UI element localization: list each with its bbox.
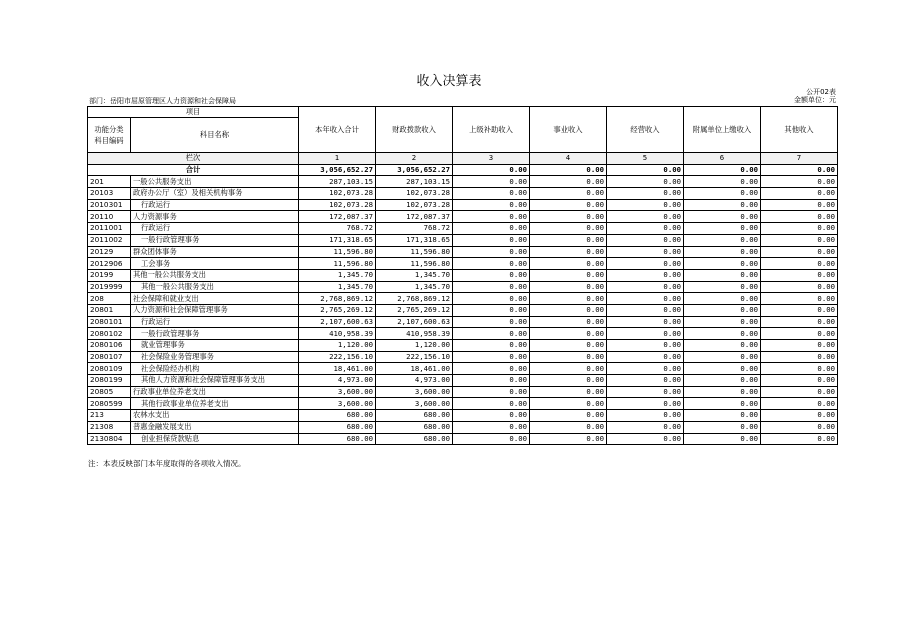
row-value: 1,120.00 xyxy=(376,340,453,352)
row-name: 就业管理事务 xyxy=(131,340,299,352)
row-value: 0.00 xyxy=(684,421,761,433)
row-value: 11,596.80 xyxy=(299,258,376,270)
row-name: 其他一般公共服务支出 xyxy=(131,281,299,293)
row-value: 0.00 xyxy=(530,328,607,340)
row-value: 0.00 xyxy=(530,258,607,270)
row-value: 4,973.00 xyxy=(299,375,376,387)
table-row xyxy=(88,188,838,200)
row-value: 18,461.00 xyxy=(376,363,453,375)
header-col-3: 上级补助收入 xyxy=(453,107,530,153)
row-value: 0.00 xyxy=(453,398,530,410)
total-value: 0.00 xyxy=(453,164,530,176)
row-value: 0.00 xyxy=(453,340,530,352)
row-name: 一般行政管理事务 xyxy=(131,234,299,246)
row-value: 0.00 xyxy=(607,375,684,387)
table-row xyxy=(88,386,838,398)
row-value: 102,073.28 xyxy=(376,188,453,200)
row-value: 0.00 xyxy=(761,223,838,235)
row-value: 0.00 xyxy=(530,281,607,293)
row-value: 0.00 xyxy=(453,281,530,293)
row-value: 768.72 xyxy=(376,223,453,235)
row-value: 0.00 xyxy=(607,188,684,200)
row-code: 201 xyxy=(88,176,131,188)
row-value: 0.00 xyxy=(607,293,684,305)
table-row xyxy=(88,199,838,211)
row-code: 2080599 xyxy=(88,398,131,410)
row-value: 0.00 xyxy=(530,363,607,375)
row-code: 20129 xyxy=(88,246,131,258)
header-code-line1: 功能分类 xyxy=(94,125,124,134)
row-value: 680.00 xyxy=(299,421,376,433)
row-value: 0.00 xyxy=(761,246,838,258)
row-value: 0.00 xyxy=(684,328,761,340)
row-name: 社会保险经办机构 xyxy=(131,363,299,375)
row-code: 20103 xyxy=(88,188,131,200)
row-code: 2010301 xyxy=(88,199,131,211)
row-value: 0.00 xyxy=(761,281,838,293)
table-row xyxy=(88,281,838,293)
row-name: 农林水支出 xyxy=(131,410,299,422)
column-number: 3 xyxy=(453,153,530,165)
row-value: 0.00 xyxy=(607,351,684,363)
table-row xyxy=(88,269,838,281)
row-value: 0.00 xyxy=(453,211,530,223)
row-value: 0.00 xyxy=(684,211,761,223)
row-value: 0.00 xyxy=(607,316,684,328)
table-header xyxy=(88,107,838,176)
header-code-line2: 科目编码 xyxy=(94,136,124,145)
row-code: 2011002 xyxy=(88,234,131,246)
table-row xyxy=(88,293,838,305)
total-value: 3,056,652.27 xyxy=(299,164,376,176)
row-code: 21308 xyxy=(88,421,131,433)
row-value: 680.00 xyxy=(299,410,376,422)
row-value: 0.00 xyxy=(453,199,530,211)
row-value: 0.00 xyxy=(607,199,684,211)
row-value: 11,596.80 xyxy=(376,246,453,258)
row-value: 0.00 xyxy=(530,410,607,422)
row-value: 18,461.00 xyxy=(299,363,376,375)
row-name: 一般行政管理事务 xyxy=(131,328,299,340)
page-title: 收入决算表 xyxy=(416,74,482,89)
row-value: 0.00 xyxy=(684,375,761,387)
row-value: 0.00 xyxy=(607,363,684,375)
row-value: 680.00 xyxy=(376,421,453,433)
row-value: 2,765,269.12 xyxy=(376,304,453,316)
row-value: 3,600.00 xyxy=(376,386,453,398)
row-value: 171,318.65 xyxy=(376,234,453,246)
column-number: 1 xyxy=(299,153,376,165)
total-row xyxy=(88,164,838,176)
row-value: 0.00 xyxy=(607,328,684,340)
row-value: 0.00 xyxy=(761,258,838,270)
column-number: 7 xyxy=(761,153,838,165)
row-value: 0.00 xyxy=(607,258,684,270)
row-code: 2080107 xyxy=(88,351,131,363)
row-value: 0.00 xyxy=(607,304,684,316)
row-value: 0.00 xyxy=(530,176,607,188)
department-label: 部门：岳阳市屈原管理区人力资源和社会保障局 xyxy=(89,97,236,105)
row-code: 2080199 xyxy=(88,375,131,387)
row-value: 0.00 xyxy=(607,234,684,246)
row-value: 2,107,600.63 xyxy=(299,316,376,328)
row-value: 0.00 xyxy=(453,176,530,188)
row-value: 1,345.70 xyxy=(376,281,453,293)
row-value: 2,107,600.63 xyxy=(376,316,453,328)
row-value: 0.00 xyxy=(684,188,761,200)
row-value: 0.00 xyxy=(530,269,607,281)
row-code: 2080106 xyxy=(88,340,131,352)
row-value: 0.00 xyxy=(607,421,684,433)
column-number-row xyxy=(88,153,838,165)
header-code xyxy=(88,118,131,153)
row-value: 0.00 xyxy=(530,375,607,387)
total-value: 0.00 xyxy=(607,164,684,176)
row-value: 222,156.10 xyxy=(299,351,376,363)
row-code: 2012906 xyxy=(88,258,131,270)
row-value: 0.00 xyxy=(607,386,684,398)
row-value: 0.00 xyxy=(530,421,607,433)
row-name: 创业担保贷款贴息 xyxy=(131,433,299,445)
row-value: 0.00 xyxy=(684,304,761,316)
column-number: 6 xyxy=(684,153,761,165)
row-value: 0.00 xyxy=(761,211,838,223)
row-value: 0.00 xyxy=(761,410,838,422)
row-value: 0.00 xyxy=(530,246,607,258)
row-value: 0.00 xyxy=(453,246,530,258)
row-value: 0.00 xyxy=(684,433,761,445)
row-value: 0.00 xyxy=(530,386,607,398)
column-number: 4 xyxy=(530,153,607,165)
row-name: 行政运行 xyxy=(131,199,299,211)
column-number-label: 栏次 xyxy=(88,153,299,165)
row-code: 2080102 xyxy=(88,328,131,340)
row-code: 20110 xyxy=(88,211,131,223)
row-code: 2011001 xyxy=(88,223,131,235)
row-value: 0.00 xyxy=(684,386,761,398)
row-value: 0.00 xyxy=(684,199,761,211)
row-name: 其他人力资源和社会保障管理事务支出 xyxy=(131,375,299,387)
table-row xyxy=(88,246,838,258)
total-label: 合计 xyxy=(88,164,299,176)
row-name: 行政事业单位养老支出 xyxy=(131,386,299,398)
row-value: 0.00 xyxy=(453,328,530,340)
row-value: 3,600.00 xyxy=(299,386,376,398)
table-row xyxy=(88,433,838,445)
row-code: 20199 xyxy=(88,269,131,281)
row-value: 0.00 xyxy=(453,304,530,316)
row-value: 0.00 xyxy=(453,188,530,200)
row-value: 0.00 xyxy=(607,223,684,235)
row-value: 0.00 xyxy=(530,340,607,352)
table-row xyxy=(88,375,838,387)
row-value: 0.00 xyxy=(761,304,838,316)
row-value: 0.00 xyxy=(761,176,838,188)
row-value: 410,958.39 xyxy=(299,328,376,340)
row-value: 1,345.70 xyxy=(299,269,376,281)
row-value: 0.00 xyxy=(453,386,530,398)
row-value: 0.00 xyxy=(453,269,530,281)
row-name: 社会保障和就业支出 xyxy=(131,293,299,305)
row-value: 1,345.70 xyxy=(376,269,453,281)
row-value: 287,103.15 xyxy=(376,176,453,188)
row-value: 102,073.28 xyxy=(299,188,376,200)
row-name: 政府办公厅（室）及相关机构事务 xyxy=(131,188,299,200)
row-value: 11,596.80 xyxy=(376,258,453,270)
row-code: 2019999 xyxy=(88,281,131,293)
row-value: 680.00 xyxy=(376,410,453,422)
row-value: 0.00 xyxy=(530,223,607,235)
table-row xyxy=(88,258,838,270)
row-name: 工会事务 xyxy=(131,258,299,270)
row-name: 行政运行 xyxy=(131,316,299,328)
row-value: 11,596.80 xyxy=(299,246,376,258)
row-value: 0.00 xyxy=(453,433,530,445)
row-value: 0.00 xyxy=(684,351,761,363)
row-value: 3,600.00 xyxy=(299,398,376,410)
table-row xyxy=(88,234,838,246)
table-row xyxy=(88,421,838,433)
total-value: 0.00 xyxy=(761,164,838,176)
table-row xyxy=(88,340,838,352)
row-value: 0.00 xyxy=(453,316,530,328)
row-name: 其他行政事业单位养老支出 xyxy=(131,398,299,410)
row-value: 680.00 xyxy=(299,433,376,445)
row-value: 0.00 xyxy=(607,246,684,258)
row-value: 0.00 xyxy=(684,246,761,258)
header-col-2: 财政拨款收入 xyxy=(376,107,453,153)
row-value: 0.00 xyxy=(761,375,838,387)
row-value: 0.00 xyxy=(453,258,530,270)
table-row xyxy=(88,363,838,375)
total-value: 0.00 xyxy=(684,164,761,176)
table-row xyxy=(88,316,838,328)
row-value: 0.00 xyxy=(684,269,761,281)
header-col-5: 经营收入 xyxy=(607,107,684,153)
row-code: 208 xyxy=(88,293,131,305)
row-value: 680.00 xyxy=(376,433,453,445)
table-row xyxy=(88,176,838,188)
row-value: 0.00 xyxy=(607,340,684,352)
row-value: 768.72 xyxy=(299,223,376,235)
row-value: 222,156.10 xyxy=(376,351,453,363)
row-name: 一般公共服务支出 xyxy=(131,176,299,188)
row-value: 0.00 xyxy=(530,211,607,223)
row-name: 人力资源和社会保障管理事务 xyxy=(131,304,299,316)
header-item: 项目 xyxy=(88,107,299,118)
row-code: 20805 xyxy=(88,386,131,398)
row-value: 0.00 xyxy=(761,269,838,281)
row-value: 172,087.37 xyxy=(299,211,376,223)
row-value: 3,600.00 xyxy=(376,398,453,410)
header-name: 科目名称 xyxy=(131,118,299,153)
total-value: 0.00 xyxy=(530,164,607,176)
table-body xyxy=(88,176,838,445)
form-number: 公开02表 xyxy=(806,88,836,96)
row-value: 102,073.28 xyxy=(299,199,376,211)
row-value: 0.00 xyxy=(761,293,838,305)
row-code: 2080101 xyxy=(88,316,131,328)
row-value: 0.00 xyxy=(761,363,838,375)
row-value: 0.00 xyxy=(453,223,530,235)
row-value: 0.00 xyxy=(530,234,607,246)
row-value: 0.00 xyxy=(607,176,684,188)
row-value: 0.00 xyxy=(684,258,761,270)
row-value: 2,768,869.12 xyxy=(299,293,376,305)
row-value: 1,120.00 xyxy=(299,340,376,352)
row-value: 172,087.37 xyxy=(376,211,453,223)
header-col-7: 其他收入 xyxy=(761,107,838,153)
amount-unit: 金额单位：元 xyxy=(794,96,836,104)
footnote: 注：本表反映部门本年度取得的各项收入情况。 xyxy=(88,459,246,468)
row-value: 0.00 xyxy=(761,398,838,410)
row-value: 0.00 xyxy=(530,188,607,200)
row-value: 0.00 xyxy=(761,433,838,445)
header-col-6: 附属单位上缴收入 xyxy=(684,107,761,153)
row-value: 0.00 xyxy=(607,398,684,410)
row-value: 1,345.70 xyxy=(299,281,376,293)
row-value: 0.00 xyxy=(684,340,761,352)
row-value: 0.00 xyxy=(530,293,607,305)
row-value: 0.00 xyxy=(684,316,761,328)
table-row xyxy=(88,351,838,363)
row-value: 0.00 xyxy=(453,351,530,363)
row-value: 0.00 xyxy=(607,211,684,223)
header-col-4: 事业收入 xyxy=(530,107,607,153)
row-code: 2130804 xyxy=(88,433,131,445)
row-value: 287,103.15 xyxy=(299,176,376,188)
row-value: 0.00 xyxy=(453,293,530,305)
row-value: 0.00 xyxy=(684,410,761,422)
row-value: 2,768,869.12 xyxy=(376,293,453,305)
row-value: 0.00 xyxy=(761,351,838,363)
table-row xyxy=(88,304,838,316)
row-value: 2,765,269.12 xyxy=(299,304,376,316)
row-value: 0.00 xyxy=(453,410,530,422)
row-value: 0.00 xyxy=(684,176,761,188)
row-name: 普惠金融发展支出 xyxy=(131,421,299,433)
row-value: 410,958.39 xyxy=(376,328,453,340)
row-value: 0.00 xyxy=(684,223,761,235)
row-value: 0.00 xyxy=(761,421,838,433)
row-value: 0.00 xyxy=(761,386,838,398)
row-value: 4,973.00 xyxy=(376,375,453,387)
row-value: 0.00 xyxy=(684,293,761,305)
row-value: 0.00 xyxy=(607,281,684,293)
row-name: 社会保险业务管理事务 xyxy=(131,351,299,363)
row-value: 0.00 xyxy=(530,304,607,316)
table-row xyxy=(88,398,838,410)
header-col-1: 本年收入合计 xyxy=(299,107,376,153)
row-value: 0.00 xyxy=(607,269,684,281)
row-code: 213 xyxy=(88,410,131,422)
table-row xyxy=(88,410,838,422)
column-number: 5 xyxy=(607,153,684,165)
row-value: 0.00 xyxy=(530,316,607,328)
table-row xyxy=(88,223,838,235)
row-value: 0.00 xyxy=(684,398,761,410)
table-row xyxy=(88,328,838,340)
row-code: 20801 xyxy=(88,304,131,316)
row-value: 0.00 xyxy=(761,234,838,246)
row-value: 0.00 xyxy=(530,351,607,363)
row-value: 0.00 xyxy=(684,281,761,293)
row-value: 0.00 xyxy=(607,433,684,445)
row-value: 0.00 xyxy=(761,328,838,340)
row-value: 0.00 xyxy=(453,375,530,387)
row-value: 0.00 xyxy=(761,316,838,328)
row-value: 0.00 xyxy=(761,340,838,352)
row-name: 行政运行 xyxy=(131,223,299,235)
row-value: 0.00 xyxy=(453,363,530,375)
table-row xyxy=(88,211,838,223)
row-value: 0.00 xyxy=(684,363,761,375)
row-value: 0.00 xyxy=(761,188,838,200)
row-name: 人力资源事务 xyxy=(131,211,299,223)
row-value: 0.00 xyxy=(453,421,530,433)
row-code: 2080109 xyxy=(88,363,131,375)
row-value: 0.00 xyxy=(761,199,838,211)
income-report-table xyxy=(87,106,838,445)
column-number: 2 xyxy=(376,153,453,165)
row-value: 0.00 xyxy=(453,234,530,246)
row-name: 群众团体事务 xyxy=(131,246,299,258)
row-value: 0.00 xyxy=(530,398,607,410)
total-value: 3,056,652.27 xyxy=(376,164,453,176)
row-value: 0.00 xyxy=(607,410,684,422)
row-value: 0.00 xyxy=(530,199,607,211)
row-value: 0.00 xyxy=(530,433,607,445)
row-name: 其他一般公共服务支出 xyxy=(131,269,299,281)
row-value: 102,073.28 xyxy=(376,199,453,211)
row-value: 171,318.65 xyxy=(299,234,376,246)
row-value: 0.00 xyxy=(684,234,761,246)
